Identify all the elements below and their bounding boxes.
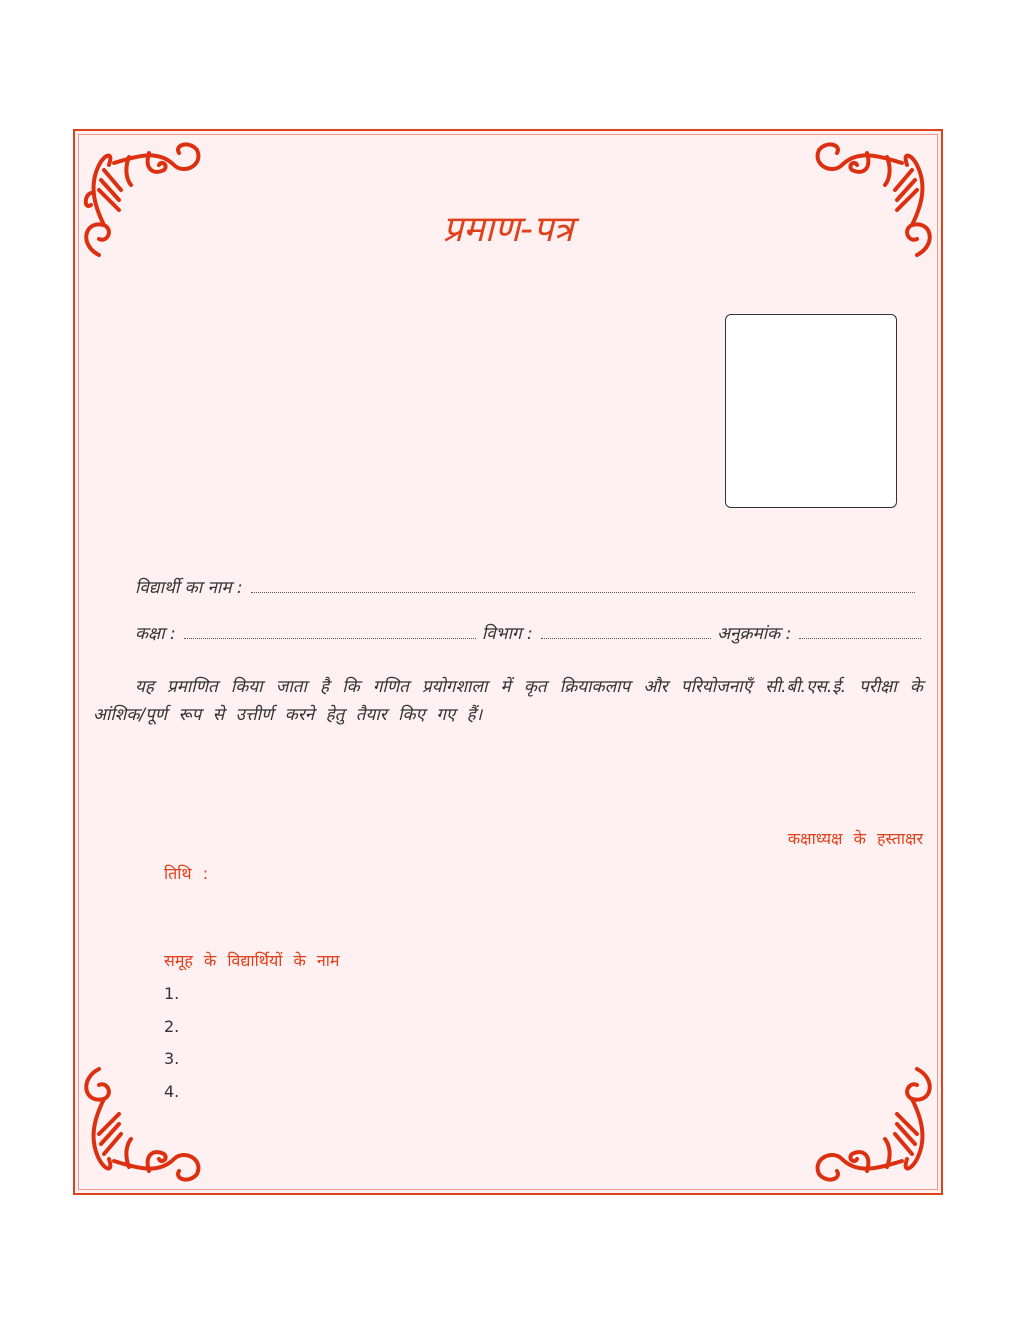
ornament-corner-icon xyxy=(807,135,937,265)
student-name-label: विद्यार्थी का नाम : xyxy=(135,578,243,598)
class-blank xyxy=(184,637,476,639)
roll-no-blank xyxy=(799,637,921,639)
student-name-blank xyxy=(251,591,915,593)
class-label: कक्षा : xyxy=(135,624,176,644)
date-label: तिथि : xyxy=(164,864,209,883)
section-label: विभाग : xyxy=(481,624,533,644)
ornament-corner-icon xyxy=(807,1059,937,1189)
group-list-item: 2. xyxy=(164,1017,180,1036)
certificate-statement: यह प्रमाणित किया जाता है कि गणित प्रयोगशाला में कृत क्रियाकलाप और परियोजनाएँ सी.बी.एस.ई. परीक्षा के आंशिक/पूर्ण रूप से उत्तीर्ण करने हेतु तैयार किए गए हैं। xyxy=(93,677,923,725)
certificate-title: प्रमाण-पत्र xyxy=(442,209,574,250)
student-name-row xyxy=(135,575,921,598)
roll-no-label: अनुक्रमांक : xyxy=(717,624,792,644)
group-heading: समूह के विद्यार्थियों के नाम xyxy=(164,951,340,970)
class-row xyxy=(135,621,921,644)
ornament-corner-icon xyxy=(79,135,209,265)
teacher-signature-label: कक्षाध्यक्ष के हस्ताक्षर xyxy=(787,829,923,848)
group-list-item: 1. xyxy=(164,984,180,1003)
ornament-corner-icon xyxy=(79,1059,209,1189)
photo-box xyxy=(725,314,897,508)
certificate-frame xyxy=(73,129,943,1195)
section-blank xyxy=(541,637,711,639)
group-list-item: 4. xyxy=(164,1082,180,1101)
group-list-item: 3. xyxy=(164,1049,180,1068)
